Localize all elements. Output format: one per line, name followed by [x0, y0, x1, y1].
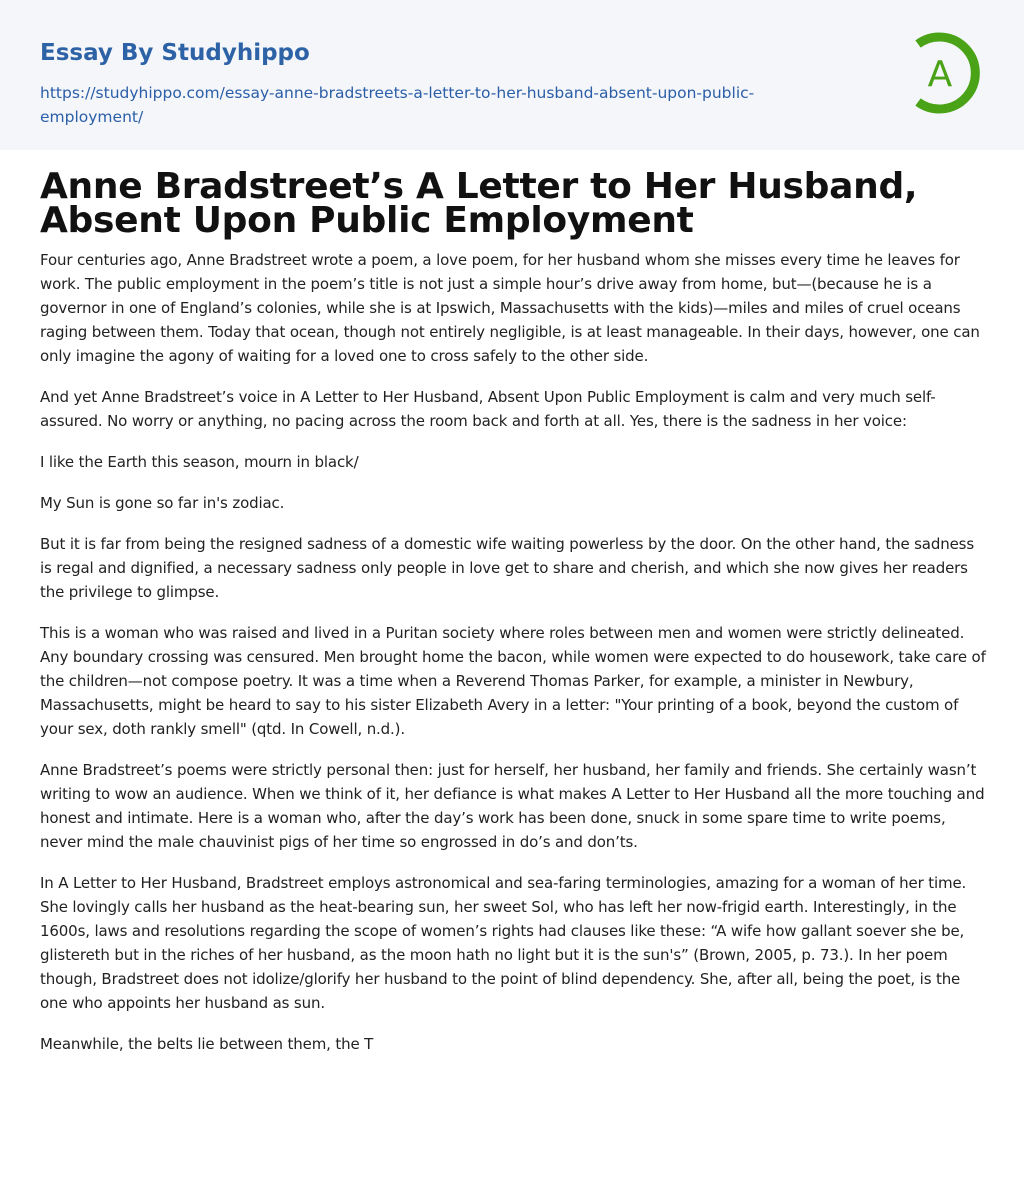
paragraph: This is a woman who was raised and lived in a Puritan society where roles between men and women were strictly delineated. Any boundary crossing was censured. Men brought home the bacon, while women were expected to do housework, take care of the children—not compose poetry. It was a time when a Reverend Thomas Parker, for example, a minister in Newbury, Massachusetts, might be heard to say to his sister Elizabeth Avery in a letter: "Your printing of a book, beyond the custom of your sex, doth rankly smell" (qtd. In Cowell, n.d.). — [40, 624, 986, 738]
poem-line: My Sun is gone so far in's zodiac. — [40, 494, 285, 512]
poem-line: I like the Earth this season, mourn in black/ — [40, 453, 359, 471]
paragraph: But it is far from being the resigned sadness of a domestic wife waiting powerless by the door. On the other hand, the sadness is regal and dignified, a necessary sadness only people in love get to share and cherish, and which she now gives her readers the privilege to glimpse. — [40, 535, 974, 601]
essay-url-link[interactable]: https://studyhippo.com/essay-anne-bradstreets-a-letter-to-her-husband-absent-upon-public-employment/ — [40, 84, 755, 126]
paragraph: Anne Bradstreet’s poems were strictly personal then: just for herself, her husband, her family and friends. She certainly wasn’t writing to wow an audience. When we think of it, her defiance is what makes A Letter to Her Husband all the more touching and honest and intimate. Here is a woman who, after the day’s work has been done, snuck in some spare time to write poems, never mind the male chauvinist pigs of her time so engrossed in do’s and don’ts. — [40, 761, 985, 851]
brand-heading: Essay By Studyhippo — [40, 40, 310, 66]
article-body — [40, 248, 990, 1073]
paragraph: And yet Anne Bradstreet’s voice in A Letter to Her Husband, Absent Upon Public Employment is calm and very much self-assured. No worry or anything, no pacing across the room back and forth at all. Yes, there is the sadness in her voice: — [40, 388, 936, 430]
paragraph: Four centuries ago, Anne Bradstreet wrote a poem, a love poem, for her husband whom she misses every time he leaves for work. The public employment in the poem’s title is not just a simple hour’s drive away from home, but—(because he is a governor in one of England’s colonies, while she is at Ipswich, Massachusetts with the kids)—miles and miles of cruel oceans raging between them. Today that ocean, though not entirely negligible, is at least manageable. In their days, however, one can only imagine the agony of waiting for a loved one to cross safely to the other side. — [40, 251, 980, 365]
article-title: Anne Bradstreet’s A Letter to Her Husband, Absent Upon Public Employment — [40, 166, 918, 241]
svg-text:A: A — [927, 54, 953, 95]
paragraph: Meanwhile, the belts lie between them, the T — [40, 1035, 374, 1053]
paragraph: In A Letter to Her Husband, Bradstreet employs astronomical and sea-faring terminologies, amazing for a woman of her time. She lovingly calls her husband as the heat-bearing sun, her sweet Sol, who has left her now-frigid earth. Interestingly, in the 1600s, laws and resolutions regarding the scope of women’s rights had clauses like these: “A wife how gallant soever she be, glistereth but in the riches of her husband, as the moon hath no light but it is the sun's” (Brown, 2005, p. 73.). In her poem though, Bradstreet does not idolize/glorify her husband to the point of blind dependency. She, after all, being the poet, is the one who appoints her husband as sun. — [40, 874, 967, 1012]
